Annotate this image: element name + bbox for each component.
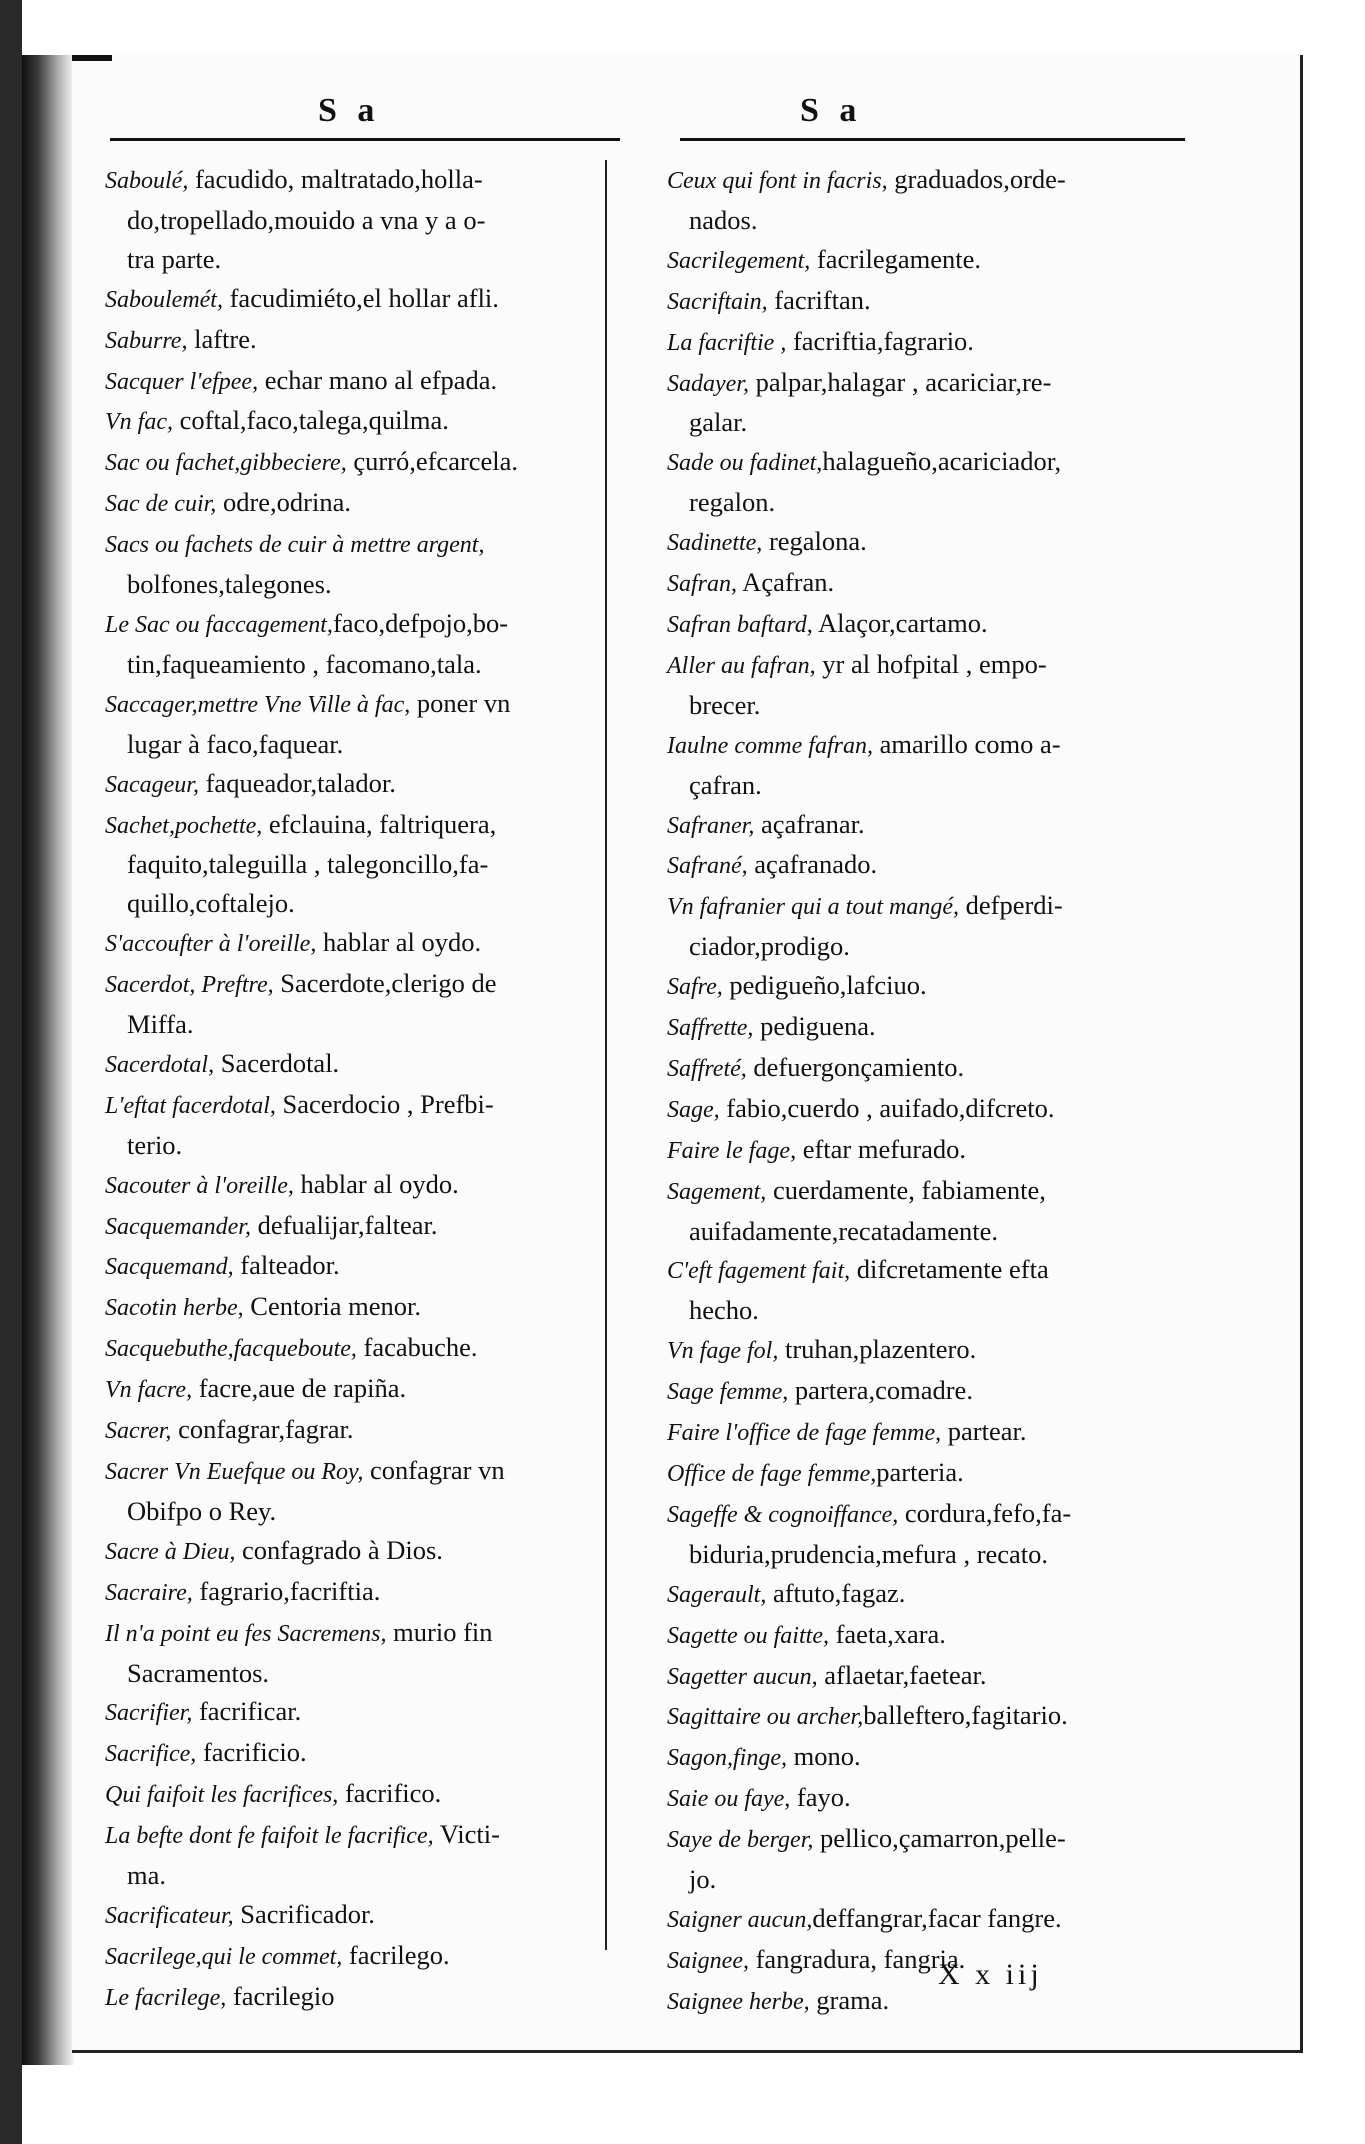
translation: hablar al oydo. <box>293 1168 459 1199</box>
translation: facabuche. <box>356 1332 478 1363</box>
headword: Sageffe & cognoiffance, <box>667 1501 899 1528</box>
entry-continuation: hecho. <box>689 1295 759 1326</box>
translation: truhan,plazentero. <box>778 1334 977 1365</box>
dictionary-entry <box>667 1940 1197 1981</box>
headword: Office de fage femme, <box>667 1461 877 1487</box>
entry-continuation: Obifpo o Rey. <box>127 1495 277 1526</box>
binding-spine <box>0 0 22 2144</box>
translation: deffangrar,facar fangre. <box>812 1902 1062 1933</box>
translation: fagrario,facriftia. <box>192 1575 381 1606</box>
translation: coftal,faco,talega,quilma. <box>172 405 449 436</box>
translation: facrilegio <box>226 1980 335 2011</box>
headword: Le facrilege, <box>105 1984 227 2011</box>
running-head-left: S a <box>318 92 381 129</box>
entry-continuation: auifadamente,recatadamente. <box>689 1215 998 1246</box>
headword: Sagette ou faitte, <box>667 1622 829 1649</box>
translation: mono. <box>787 1741 861 1772</box>
headword: Le Sac ou faccagement, <box>105 611 333 638</box>
translation: odre,odrina. <box>216 487 351 518</box>
headword: La facriftie , <box>667 329 787 356</box>
translation: Açafran. <box>737 567 835 598</box>
translation: difcretamente efta <box>850 1254 1049 1285</box>
headword: La befte dont fe faifoit le facrifice, <box>105 1823 434 1850</box>
dictionary-entry <box>105 1895 605 1936</box>
column-divider <box>605 160 607 1950</box>
entry-continuation: nados. <box>689 204 758 235</box>
right-column <box>667 160 1197 2022</box>
headword: Vn fafranier qui a tout mangé, <box>667 894 959 921</box>
headword: Saccager,mettre Vne Ville à fac, <box>105 691 411 718</box>
headword: Sacageur, <box>105 771 199 798</box>
headword: Il n'a point eu fes Sacremens, <box>105 1620 387 1647</box>
translation: açafranado. <box>747 849 878 880</box>
headword: Sac de cuir, <box>105 491 217 518</box>
headword: Saignee herbe, <box>667 1988 810 2015</box>
entry-continuation: faquito,taleguilla , talegoncillo,fa- <box>127 849 489 880</box>
dictionary-entry <box>105 1165 605 1206</box>
headword: Saye de berger, <box>667 1827 814 1854</box>
dictionary-entry <box>667 805 1197 846</box>
translation: açafranar. <box>754 808 865 839</box>
translation: Victi- <box>433 1819 500 1850</box>
headword: Sacotin herbe, <box>105 1295 244 1322</box>
dictionary-entry <box>667 1494 1197 1535</box>
headword: Sacquemand, <box>105 1254 234 1281</box>
headword: Sacrifice, <box>105 1741 197 1768</box>
translation: aftuto,fagaz. <box>766 1577 906 1608</box>
dictionary-entry <box>667 1819 1197 1860</box>
translation: defualijar,faltear. <box>250 1209 438 1240</box>
dictionary-entry <box>105 160 605 201</box>
translation: Sacerdocio , Prefbi- <box>275 1088 494 1119</box>
translation: cuerdamente, fabiamente, <box>766 1174 1046 1205</box>
translation: facrilego. <box>342 1939 450 1970</box>
translation: amarillo como a- <box>872 728 1061 759</box>
headword: Sacquemander, <box>105 1213 251 1240</box>
dictionary-entry <box>105 1044 605 1085</box>
translation: confagrar,fagrar. <box>171 1414 354 1445</box>
headword: Safran baftard, <box>667 611 813 638</box>
headword: Sachet,pochette, <box>105 812 263 839</box>
dictionary-entry <box>105 1328 605 1369</box>
dictionary-entry <box>667 1089 1197 1130</box>
headword: Saigner aucun, <box>667 1906 813 1933</box>
translation: murio fin <box>386 1616 493 1647</box>
translation: cordura,fefo,fa- <box>898 1497 1072 1528</box>
translation: fayo. <box>790 1782 851 1813</box>
dictionary-entry <box>667 1696 1197 1737</box>
translation: palpar,halagar , acariciar,re- <box>748 366 1052 397</box>
dictionary-entry <box>105 320 605 361</box>
headword: Saie ou faye, <box>667 1786 791 1813</box>
dictionary-entry <box>105 764 605 805</box>
headword: Safre, <box>667 974 723 1001</box>
headword: Saboulemét, <box>105 286 223 313</box>
headword: Sacrifier, <box>105 1700 193 1727</box>
headword: Sagetter aucun, <box>667 1663 818 1690</box>
translation: aflaetar,faetear. <box>817 1659 987 1690</box>
dictionary-entry <box>667 363 1197 404</box>
translation: eftar mefurado. <box>796 1133 967 1164</box>
entry-continuation: bolfones,talegones. <box>127 569 332 600</box>
entry-continuation: terio. <box>127 1129 183 1160</box>
dictionary-entry <box>667 604 1197 645</box>
headword: Vn fage fol, <box>667 1338 779 1365</box>
dictionary-entry <box>105 524 605 565</box>
dictionary-entry <box>667 322 1197 363</box>
dictionary-entry <box>105 401 605 442</box>
translation: fangradura, fangria. <box>748 1943 966 1974</box>
translation: pediguena. <box>753 1011 876 1042</box>
translation: falteador. <box>233 1250 340 1281</box>
translation: laftre. <box>187 323 257 354</box>
headword: Safran, <box>667 571 738 598</box>
translation: Sacerdote,clerigo de <box>273 968 497 999</box>
headword: Saboulé, <box>105 168 189 194</box>
headword: Aller au fafran, <box>667 652 816 679</box>
translation: facudido, maltratado,holla- <box>188 164 483 194</box>
dictionary-entry <box>667 1007 1197 1048</box>
translation: facre,aue de rapiña. <box>192 1373 407 1404</box>
translation: faeta,xara. <box>828 1618 946 1649</box>
translation: facrilegamente. <box>810 243 981 274</box>
entry-continuation: quillo,coftalejo. <box>127 888 295 919</box>
dictionary-entry <box>105 684 605 725</box>
headword: Sacrer, <box>105 1418 172 1445</box>
headword: Faire le fage, <box>667 1137 797 1164</box>
headword: Sacraire, <box>105 1579 193 1606</box>
headword: Sagittaire ou archer, <box>667 1704 864 1731</box>
translation: facrifico. <box>338 1778 442 1809</box>
translation: facrificio. <box>196 1737 307 1768</box>
dictionary-entry <box>105 1369 605 1410</box>
translation: Alaçor,cartamo. <box>812 607 988 638</box>
headword: C'eft fagement fait, <box>667 1258 851 1285</box>
dictionary-entry <box>667 1615 1197 1656</box>
headword: Saburre, <box>105 327 188 354</box>
translation: defperdi- <box>958 890 1063 921</box>
translation: halagueño,acariciador, <box>822 446 1062 477</box>
left-column <box>105 160 605 2018</box>
translation: Sacrificador. <box>233 1898 375 1929</box>
dictionary-entry <box>105 1451 605 1492</box>
headword: Sacerdotal, <box>105 1051 215 1078</box>
entry-continuation: jo. <box>689 1864 717 1895</box>
dictionary-entry <box>105 483 605 524</box>
dictionary-entry <box>667 966 1197 1007</box>
entry-continuation: ciador,prodigo. <box>689 931 850 962</box>
header-rule-right <box>680 138 1185 141</box>
dictionary-entry <box>105 1733 605 1774</box>
headword: Sacouter à l'oreille, <box>105 1172 294 1199</box>
translation: echar mano al efpada. <box>258 364 498 395</box>
translation: confagrar vn <box>363 1455 505 1485</box>
translation: hablar al oydo. <box>316 927 482 958</box>
translation: confagrado à Dios. <box>235 1534 443 1565</box>
running-head-right: S a <box>800 92 863 129</box>
headword: Sadinette, <box>667 530 763 557</box>
headword: Vn facre, <box>105 1377 193 1404</box>
entry-continuation: tra parte. <box>127 243 222 274</box>
translation: poner vn <box>410 687 511 718</box>
translation: yr al hofpital , empo- <box>815 648 1047 679</box>
entry-continuation: lugar à faco,faquear. <box>127 728 344 759</box>
dictionary-entry <box>667 1171 1197 1212</box>
dictionary-entry <box>105 1692 605 1733</box>
translation: efclauina, faltriquera, <box>262 808 497 839</box>
translation: grama. <box>809 1984 890 2015</box>
headword: Sacriftain, <box>667 288 768 315</box>
headword: Sacquer l'efpee, <box>105 368 259 395</box>
entry-continuation: Sacramentos. <box>127 1657 270 1688</box>
headword: Sadayer, <box>667 370 749 397</box>
dictionary-entry <box>667 1130 1197 1171</box>
headword: Faire l'office de fage femme, <box>667 1420 942 1447</box>
translation: fabio,cuerdo , auifado,difcreto. <box>719 1092 1055 1123</box>
dictionary-entry <box>667 563 1197 604</box>
dictionary-entry <box>667 1737 1197 1778</box>
entry-continuation: ma. <box>127 1860 166 1891</box>
dictionary-entry <box>667 281 1197 322</box>
page-corner-mark <box>72 55 112 61</box>
translation: parteria. <box>876 1457 964 1487</box>
dictionary-entry <box>105 1572 605 1613</box>
headword: Sage, <box>667 1096 720 1123</box>
dictionary-entry <box>667 1981 1197 2022</box>
headword: Vn fac, <box>105 409 173 436</box>
translation: faqueador,talador. <box>198 767 396 798</box>
dictionary-entry <box>667 1048 1197 1089</box>
dictionary-entry <box>667 160 1197 201</box>
headword: Saffrette, <box>667 1015 754 1042</box>
dictionary-entry <box>667 1412 1197 1453</box>
entry-continuation: çafran. <box>689 769 762 800</box>
dictionary-entry <box>105 1246 605 1287</box>
headword: Sacre à Dieu, <box>105 1538 236 1565</box>
translation: facriftia,fagrario. <box>786 325 974 356</box>
translation: regalona. <box>762 526 867 557</box>
dictionary-entry <box>105 361 605 402</box>
dictionary-entry <box>105 1085 605 1126</box>
dictionary-entry <box>105 1613 605 1654</box>
dictionary-entry <box>667 645 1197 686</box>
headword: Ceux qui font in facris, <box>667 168 888 194</box>
dictionary-entry <box>667 1574 1197 1615</box>
translation: balleftero,fagitario. <box>863 1700 1068 1731</box>
translation: çurró,efcarcela. <box>346 446 519 477</box>
headword: Saffreté, <box>667 1055 747 1082</box>
dictionary-entry <box>667 725 1197 766</box>
headword: Sade ou fadinet, <box>667 450 823 477</box>
signature-mark: X x iij <box>938 1958 1043 1991</box>
translation: pellico,çamarron,pelle- <box>813 1823 1066 1854</box>
headword: Sacrilegement, <box>667 247 811 274</box>
headword: Safrané, <box>667 853 748 880</box>
entry-continuation: tin,faqueamiento , facomano,tala. <box>127 648 482 679</box>
headword: Sacrer Vn Euefque ou Roy, <box>105 1459 364 1485</box>
headword: Sagerault, <box>667 1581 767 1608</box>
headword: Sage femme, <box>667 1379 789 1406</box>
dictionary-entry <box>667 1330 1197 1371</box>
headword: Sacrificateur, <box>105 1902 234 1929</box>
headword: Safraner, <box>667 812 755 839</box>
page-gutter-shadow <box>22 55 74 2065</box>
entry-continuation: brecer. <box>689 689 761 720</box>
dictionary-entry <box>105 1815 605 1856</box>
translation: Centoria menor. <box>243 1291 422 1322</box>
dictionary-entry <box>105 1977 605 2018</box>
dictionary-entry <box>105 805 605 846</box>
dictionary-entry <box>105 442 605 483</box>
translation: faco,defpojo,bo- <box>332 607 509 638</box>
translation: facudimiéto,el hollar afli. <box>222 282 499 313</box>
dictionary-entry <box>667 1899 1197 1940</box>
translation: Sacerdotal. <box>214 1047 340 1078</box>
dictionary-entry <box>105 604 605 645</box>
entry-continuation: Miffa. <box>127 1009 194 1040</box>
headword: S'accoufter à l'oreille, <box>105 931 317 958</box>
translation: facriftan. <box>767 284 871 315</box>
headword: L'eftat facerdotal, <box>105 1092 276 1119</box>
headword: Qui faifoit les facrifices, <box>105 1782 339 1809</box>
dictionary-entry <box>105 923 605 964</box>
translation: partera,comadre. <box>788 1375 973 1406</box>
translation: facrificar. <box>192 1696 302 1727</box>
headword: Iaulne comme fafran, <box>667 732 873 759</box>
dictionary-entry <box>105 1410 605 1451</box>
dictionary-entry <box>105 279 605 320</box>
entry-continuation: galar. <box>689 407 748 438</box>
headword: Sac ou fachet,gibbeciere, <box>105 450 347 477</box>
dictionary-entry <box>667 1250 1197 1291</box>
translation: partear. <box>941 1416 1027 1447</box>
header-rule-left <box>110 138 620 141</box>
headword: Sacerdot, Preftre, <box>105 972 274 999</box>
headword: Saignee, <box>667 1947 749 1974</box>
dictionary-entry <box>105 1936 605 1977</box>
dictionary-entry <box>105 964 605 1005</box>
dictionary-entry <box>105 1206 605 1247</box>
dictionary-entry <box>667 240 1197 281</box>
headword: Sagon,finge, <box>667 1745 787 1772</box>
headword: Sacquebuthe,facqueboute, <box>105 1336 357 1363</box>
dictionary-entry <box>667 845 1197 886</box>
dictionary-entry <box>667 886 1197 927</box>
dictionary-entry <box>667 1371 1197 1412</box>
dictionary-entry <box>105 1287 605 1328</box>
dictionary-entry <box>667 1778 1197 1819</box>
translation: graduados,orde- <box>887 164 1066 194</box>
headword: Sagement, <box>667 1178 767 1205</box>
translation: pedigueño,lafciuo. <box>722 970 927 1001</box>
dictionary-entry <box>105 1774 605 1815</box>
entry-continuation: regalon. <box>689 487 776 518</box>
entry-continuation: biduria,prudencia,mefura , recato. <box>689 1538 1049 1569</box>
headword: Sacrilege,qui le commet, <box>105 1943 343 1970</box>
dictionary-entry <box>667 1656 1197 1697</box>
dictionary-entry <box>667 442 1197 483</box>
dictionary-entry <box>105 1531 605 1572</box>
translation: defuergonçamiento. <box>746 1051 965 1082</box>
headword: Sacs ou fachets de cuir à mettre argent, <box>105 532 485 559</box>
entry-continuation: do,tropellado,mouido a vna y a o- <box>127 204 486 235</box>
dictionary-entry <box>667 522 1197 563</box>
dictionary-entry <box>667 1453 1197 1494</box>
